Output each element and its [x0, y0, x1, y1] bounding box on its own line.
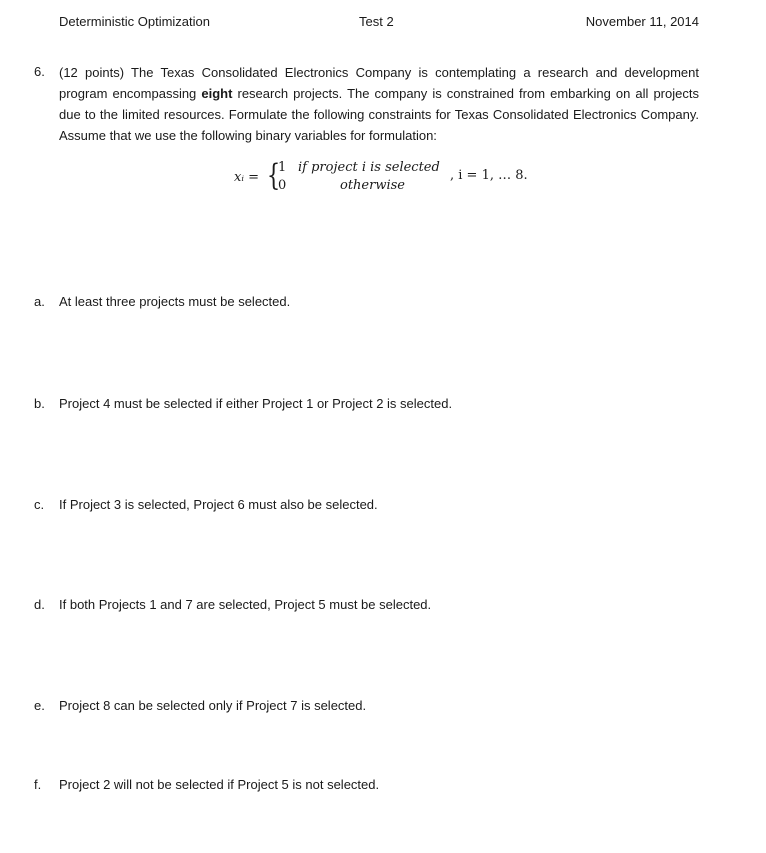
part-text: Project 8 can be selected only if Project 7 is selected.	[59, 698, 367, 713]
page-header	[59, 14, 699, 32]
part-letter: f.	[34, 777, 42, 792]
part-text: If both Projects 1 and 7 are selected, Project 5 must be selected.	[59, 597, 432, 612]
question-bold-word: eight	[201, 86, 233, 101]
part-text: If Project 3 is selected, Project 6 must also be selected.	[59, 497, 378, 512]
part-d	[34, 597, 431, 612]
part-letter: a.	[34, 294, 45, 309]
test-date: November 11, 2014	[585, 14, 699, 29]
formula-case-zero-condition: otherwise	[340, 178, 405, 193]
course-title: Deterministic Optimization	[59, 14, 210, 29]
part-c	[34, 497, 378, 512]
part-text: Project 2 will not be selected if Project 5 is not selected.	[59, 777, 380, 792]
formula-case-zero-value: 0	[278, 178, 287, 193]
part-text: Project 4 must be selected if either Project 1 or Project 2 is selected.	[59, 396, 453, 411]
formula-lhs: xᵢ =	[234, 170, 259, 185]
part-letter: d.	[34, 597, 45, 612]
part-text: At least three projects must be selected.	[59, 294, 291, 309]
question-text	[59, 62, 699, 146]
part-letter: b.	[34, 396, 45, 411]
formula-case-one-value: 1	[278, 160, 287, 175]
part-f	[34, 777, 379, 792]
question-intro: (12 points) The Texas Consolidated Electronics Company is contemplating a research and development program encompassing	[59, 65, 699, 101]
formula-brace: {	[266, 158, 281, 193]
formula-case-one-condition: if project i is selected	[298, 160, 440, 175]
question-rest: research projects. The company is constrained from embarking on all projects due to the limited resources. Formulate the following constraints for Texas Consolidated Electronics Company. Assume that we use the following binary variables for formulation:	[59, 86, 699, 143]
part-b	[34, 396, 452, 411]
part-e	[34, 698, 366, 713]
part-a	[34, 294, 290, 309]
formula-index-range: , i = 1, … 8.	[450, 168, 528, 183]
question-number: 6.	[34, 64, 45, 79]
part-letter: e.	[34, 698, 45, 713]
part-letter: c.	[34, 497, 45, 512]
test-label: Test 2	[359, 14, 394, 29]
